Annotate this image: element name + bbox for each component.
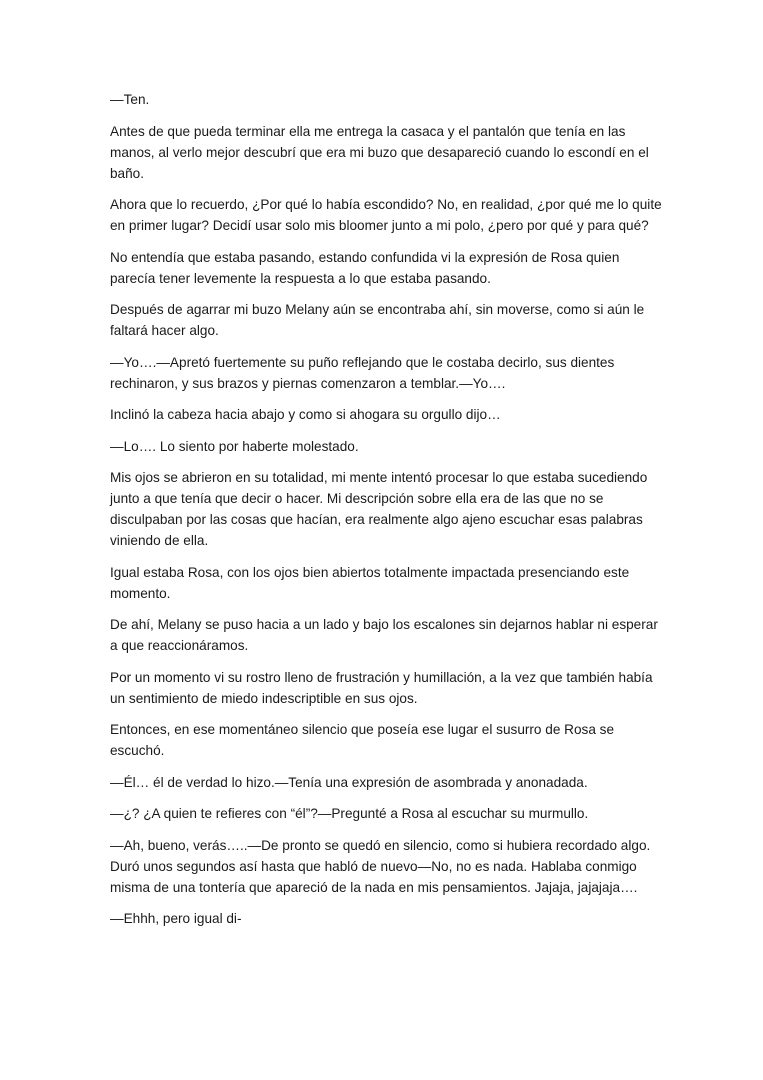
paragraph-13: Entonces, en ese momentáneo silencio que poseía ese lugar el susurro de Rosa se escuchó. [110, 722, 615, 758]
paragraph-4: No entendía que estaba pasando, estando confundida vi la expresión de Rosa quien parecía tener levemente la respuesta a lo que estaba pasando. [110, 249, 620, 286]
paragraph-11: De ahí, Melany se puso hacia a un lado y bajo los escalones sin dejarnos hablar ni esperar a que reaccionáramos. [110, 617, 658, 653]
paragraph-17: —Ehhh, pero igual di- [110, 911, 242, 926]
document-body [110, 89, 662, 940]
paragraph-8: —Lo…. Lo siento por haberte molestado. [110, 438, 359, 454]
paragraph-10: Igual estaba Rosa, con los ojos bien abiertos totalmente impactada presenciando este momento. [110, 564, 630, 601]
paragraph-16: —Ah, bueno, verás…..—De pronto se quedó en silencio, como si hubiera recordado algo. Duró unos segundos así hasta que habló de nuevo—No, no es nada. Hablaba conmigo misma de una tontería que apareció de la nada en mis pensamientos. Jajaja, jajajaja…. [110, 837, 651, 895]
paragraph-1: —Ten. [110, 92, 150, 107]
paragraph-14: —Él… él de verdad lo hizo.—Tenía una expresión de asombrada y anonadada. [110, 774, 588, 790]
paragraph-12: Por un momento vi su rostro lleno de frustración y humillación, a la vez que también había un sentimiento de miedo indescriptible en sus ojos. [110, 669, 653, 706]
paragraph-15: —¿? ¿A quien te refieres con “él”?—Pregunté a Rosa al escuchar su murmullo. [110, 806, 589, 821]
paragraph-9: Mis ojos se abrieron en su totalidad, mi mente intentó procesar lo que estaba sucediendo junto a que tenía que decir o hacer. Mi descripción sobre ella era de las que no se disculpaban por las cosas que hacían, era realmente algo ajeno escuchar esas palabras viniendo de ella. [110, 470, 648, 548]
paragraph-3: Ahora que lo recuerdo, ¿Por qué lo había escondido? No, en realidad, ¿por qué me lo quite en primer lugar? Decidí usar solo mis bloomer junto a mi polo, ¿pero por qué y para qué? [110, 197, 662, 233]
paragraph-5: Después de agarrar mi buzo Melany aún se encontraba ahí, sin moverse, como si aún le faltará hacer algo. [110, 302, 645, 338]
paragraph-2: Antes de que pueda terminar ella me entrega la casaca y el pantalón que tenía en las manos, al verlo mejor descubrí que era mi buzo que desapareció cuando lo escondí en el baño. [110, 123, 649, 181]
paragraph-7: Inclinó la cabeza hacia abajo y como si ahogara su orgullo dijo… [110, 407, 501, 422]
paragraph-6: —Yo….—Apretó fuertemente su puño reflejando que le costaba decirlo, sus dientes rechinaron, y sus brazos y piernas comenzaron a temblar.—Yo…. [110, 354, 615, 391]
